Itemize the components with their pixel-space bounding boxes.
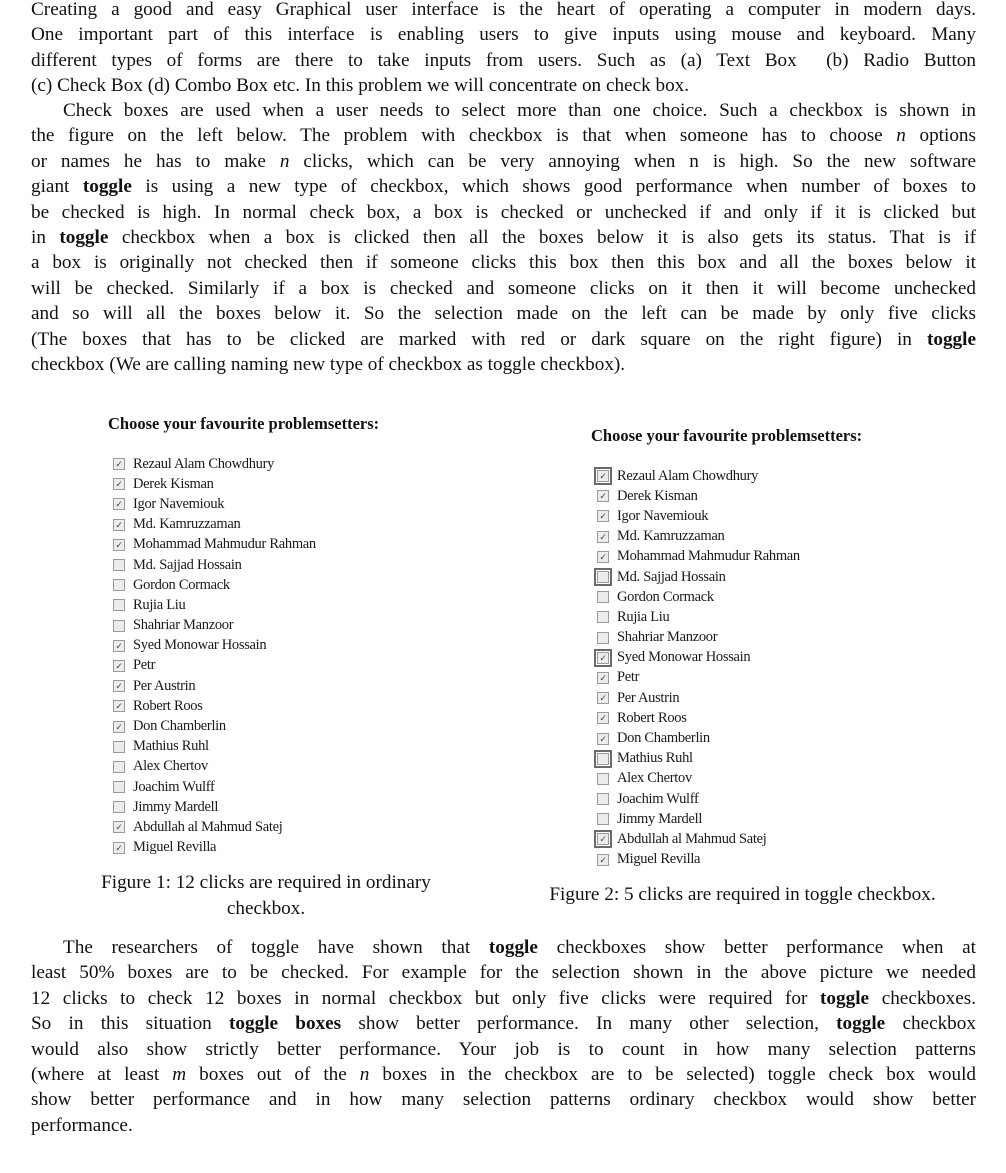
checked-checkbox-icon[interactable]: ✓ <box>113 680 125 692</box>
checked-checkbox-icon[interactable]: ✓ <box>597 712 609 724</box>
checkbox-label: Petr <box>617 669 640 686</box>
checkbox-label: Syed Monowar Hossain <box>133 637 267 654</box>
checkbox-label: Rezaul Alam Chowdhury <box>133 455 275 472</box>
checkbox-label: Per Austrin <box>133 677 196 694</box>
checkbox-label: Igor Navemiouk <box>133 495 225 512</box>
figure-1-checkbox-form <box>108 414 438 864</box>
checkbox-item[interactable] <box>597 648 921 668</box>
checkbox-item[interactable] <box>597 829 921 849</box>
checked-checkbox-icon[interactable]: ✓ <box>597 672 609 684</box>
checked-checkbox-icon[interactable]: ✓ <box>597 551 609 563</box>
checked-checkbox-icon[interactable]: ✓ <box>597 833 609 845</box>
text-line: in toggle checkbox when a box is clicked then all the boxes below it is also gets its status. That is if <box>31 227 976 249</box>
checkbox-item[interactable] <box>113 817 438 837</box>
checkbox-label: Md. Kamruzzaman <box>133 516 241 533</box>
text-line: checkbox (We are calling naming new type of checkbox as toggle checkbox). <box>31 354 626 376</box>
checkbox-label: Miguel Revilla <box>133 839 217 856</box>
checkbox-label: Abdullah al Mahmud Satej <box>133 818 283 835</box>
text-line: and so will all the boxes below it. So the selection made on the left can be made by only five clicks <box>31 303 976 325</box>
checked-checkbox-icon[interactable]: ✓ <box>597 733 609 745</box>
checkbox-item[interactable] <box>113 676 438 696</box>
text-line: Check boxes are used when a user needs to select more than one choice. Such a checkbox is shown in <box>63 100 976 121</box>
unchecked-checkbox-icon[interactable] <box>113 579 125 591</box>
checkbox-label: Mathius Ruhl <box>617 750 693 767</box>
checkbox-item[interactable] <box>113 616 438 636</box>
checkbox-label: Per Austrin <box>617 689 680 706</box>
checkbox-label: Rujia Liu <box>133 596 186 613</box>
checked-checkbox-icon[interactable]: ✓ <box>113 478 125 490</box>
checkbox-item[interactable] <box>597 466 921 486</box>
checkbox-label: Derek Kisman <box>617 487 698 504</box>
checkbox-label: Robert Roos <box>133 697 203 714</box>
checked-checkbox-icon[interactable]: ✓ <box>597 692 609 704</box>
figure-2-checkbox-form <box>591 426 921 871</box>
checkbox-item[interactable] <box>113 777 438 797</box>
checkbox-label: Md. Kamruzzaman <box>617 528 725 545</box>
checkbox-item[interactable] <box>113 636 438 656</box>
unchecked-checkbox-icon[interactable] <box>113 761 125 773</box>
checkbox-item[interactable] <box>113 535 438 555</box>
checked-checkbox-icon[interactable]: ✓ <box>113 721 125 733</box>
text-line: performance. <box>31 1114 133 1136</box>
text-line: or names he has to make n clicks, which can be very annoying when n is high. So the new software <box>31 150 976 172</box>
unchecked-checkbox-icon[interactable] <box>113 781 125 793</box>
checkbox-item[interactable] <box>113 575 438 595</box>
checkbox-item[interactable] <box>597 486 921 506</box>
checkbox-item[interactable] <box>597 607 921 627</box>
checkbox-item[interactable] <box>597 708 921 728</box>
checkbox-item[interactable] <box>113 555 438 575</box>
checkbox-label: Igor Navemiouk <box>617 507 709 524</box>
unchecked-checkbox-icon[interactable] <box>597 632 609 644</box>
checkbox-item[interactable] <box>597 506 921 526</box>
checkbox-label: Don Chamberlin <box>617 730 710 747</box>
checkbox-label: Joachim Wulff <box>133 778 215 795</box>
checkbox-item[interactable] <box>113 474 438 494</box>
checkbox-item[interactable] <box>597 628 921 648</box>
checkbox-item[interactable] <box>597 567 921 587</box>
text-line: a box is originally not checked then if someone clicks this box then this box and all the boxes below it <box>31 252 976 274</box>
checkbox-item[interactable] <box>113 716 438 736</box>
checkbox-label: Md. Sajjad Hossain <box>617 568 726 585</box>
checkbox-label: Syed Monowar Hossain <box>617 649 751 666</box>
figure-1-caption: Figure 1: 12 clicks are required in ordinary checkbox. <box>101 872 431 919</box>
checked-checkbox-icon[interactable]: ✓ <box>113 640 125 652</box>
checkbox-label: Robert Roos <box>617 709 687 726</box>
unchecked-checkbox-icon[interactable] <box>597 813 609 825</box>
checked-checkbox-icon[interactable]: ✓ <box>113 660 125 672</box>
checkbox-item[interactable] <box>113 595 438 615</box>
performance-paragraph <box>31 935 976 1138</box>
checkbox-label: Jimmy Mardell <box>133 798 219 815</box>
text-line: be checked is high. In normal check box, a box is checked or unchecked if and only if it is clicked but <box>31 201 976 223</box>
checked-checkbox-icon[interactable]: ✓ <box>113 519 125 531</box>
text-line: will be checked. Similarly if a box is checked and someone clicks on it then it will become unchecked <box>31 277 976 299</box>
checkbox-item[interactable] <box>597 809 921 829</box>
checkbox-list <box>108 454 438 858</box>
checked-checkbox-icon[interactable]: ✓ <box>597 652 609 664</box>
checkbox-label: Mohammad Mahmudur Rahman <box>133 536 316 553</box>
form-title: Choose your favourite problemsetters: <box>108 414 380 433</box>
text-line: 12 clicks to check 12 boxes in normal checkbox but only five clicks were required for toggle checkboxes. <box>31 987 976 1009</box>
checkbox-label: Mathius Ruhl <box>133 738 209 755</box>
checkbox-label: Alex Chertov <box>133 758 208 775</box>
checkbox-item[interactable] <box>113 656 438 676</box>
checkbox-label: Joachim Wulff <box>617 790 699 807</box>
text-line: One important part of this interface is enabling users to give inputs using mouse and keyboard. Many <box>31 24 976 46</box>
checked-checkbox-icon[interactable]: ✓ <box>113 539 125 551</box>
text-line: giant toggle is using a new type of checkbox, which shows good performance when number of boxes to <box>31 176 976 198</box>
text-line: So in this situation toggle boxes show better performance. In many other selection, toggle checkbox <box>31 1013 976 1035</box>
unchecked-checkbox-icon[interactable] <box>597 591 609 603</box>
checkbox-item[interactable] <box>597 688 921 708</box>
text-line: least 50% boxes are to be checked. For example for the selection shown in the above picture we needed <box>31 962 976 984</box>
checkbox-item[interactable] <box>113 454 438 474</box>
checkbox-item[interactable] <box>597 749 921 769</box>
checkbox-list <box>591 466 921 870</box>
checkbox-item[interactable] <box>597 547 921 567</box>
checkbox-label: Rujia Liu <box>617 608 670 625</box>
checkbox-label: Derek Kisman <box>133 475 214 492</box>
checkbox-label: Petr <box>133 657 156 674</box>
text-line: would also show strictly better performance. Your job is to count in how many selection patterns <box>31 1038 976 1060</box>
unchecked-checkbox-icon[interactable] <box>597 793 609 805</box>
checkbox-item[interactable] <box>597 527 921 547</box>
unchecked-checkbox-icon[interactable] <box>113 559 125 571</box>
checkbox-label: Abdullah al Mahmud Satej <box>617 830 767 847</box>
checkbox-label: Gordon Cormack <box>617 588 714 605</box>
toggle-description-paragraph <box>31 98 976 377</box>
checked-checkbox-icon[interactable]: ✓ <box>113 700 125 712</box>
checkbox-label: Shahriar Manzoor <box>133 617 234 634</box>
checkbox-item[interactable] <box>113 757 438 777</box>
checkbox-item[interactable] <box>597 850 921 870</box>
text-line: (c) Check Box (d) Combo Box etc. In this problem we will concentrate on check box. <box>31 75 690 97</box>
checked-checkbox-icon[interactable]: ✓ <box>113 842 125 854</box>
unchecked-checkbox-icon[interactable] <box>113 801 125 813</box>
text-line: (The boxes that has to be clicked are marked with red or dark square on the right figure) in toggle <box>31 328 976 350</box>
text-line: different types of forms are there to take inputs from users. Such as (a) Text Box (b) Radio Button <box>31 49 976 71</box>
text-line: show better performance and in how many selection patterns ordinary checkbox would show better <box>31 1089 976 1111</box>
unchecked-checkbox-icon[interactable] <box>597 753 609 765</box>
checkbox-label: Shahriar Manzoor <box>617 629 718 646</box>
checkbox-label: Md. Sajjad Hossain <box>133 556 242 573</box>
checked-checkbox-icon[interactable]: ✓ <box>113 458 125 470</box>
text-line: the figure on the left below. The problem with checkbox is that when someone has to choose n options <box>31 125 976 147</box>
text-line: Creating a good and easy Graphical user interface is the heart of operating a computer in modern days. <box>31 0 976 20</box>
checkbox-label: Rezaul Alam Chowdhury <box>617 467 759 484</box>
intro-paragraph <box>31 0 976 99</box>
checkbox-item[interactable] <box>113 838 438 858</box>
figure-2-caption: Figure 2: 5 clicks are required in toggle checkbox. <box>549 884 936 905</box>
checkbox-item[interactable] <box>597 789 921 809</box>
checked-checkbox-icon[interactable]: ✓ <box>597 510 609 522</box>
checked-checkbox-icon[interactable]: ✓ <box>113 498 125 510</box>
checkbox-item[interactable] <box>113 797 438 817</box>
checkbox-item[interactable] <box>113 515 438 535</box>
checked-checkbox-icon[interactable]: ✓ <box>597 470 609 482</box>
unchecked-checkbox-icon[interactable] <box>597 571 609 583</box>
unchecked-checkbox-icon[interactable] <box>113 599 125 611</box>
checkbox-label: Alex Chertov <box>617 770 692 787</box>
checkbox-item[interactable] <box>597 668 921 688</box>
unchecked-checkbox-icon[interactable] <box>113 741 125 753</box>
checkbox-item[interactable] <box>113 494 438 514</box>
checkbox-item[interactable] <box>597 769 921 789</box>
unchecked-checkbox-icon[interactable] <box>597 773 609 785</box>
unchecked-checkbox-icon[interactable] <box>113 620 125 632</box>
checkbox-label: Jimmy Mardell <box>617 810 703 827</box>
checked-checkbox-icon[interactable]: ✓ <box>597 854 609 866</box>
text-line: The researchers of toggle have shown that toggle checkboxes show better performance when at <box>63 937 976 958</box>
checked-checkbox-icon[interactable]: ✓ <box>597 531 609 543</box>
checkbox-label: Miguel Revilla <box>617 851 701 868</box>
checkbox-label: Don Chamberlin <box>133 718 226 735</box>
unchecked-checkbox-icon[interactable] <box>597 611 609 623</box>
checkbox-label: Mohammad Mahmudur Rahman <box>617 548 800 565</box>
form-title: Choose your favourite problemsetters: <box>591 426 863 445</box>
checked-checkbox-icon[interactable]: ✓ <box>597 490 609 502</box>
checkbox-item[interactable] <box>597 587 921 607</box>
checkbox-item[interactable] <box>113 696 438 716</box>
checked-checkbox-icon[interactable]: ✓ <box>113 821 125 833</box>
checkbox-label: Gordon Cormack <box>133 576 230 593</box>
checkbox-item[interactable] <box>113 737 438 757</box>
text-line: (where at least m boxes out of the n boxes in the checkbox are to be selected) toggle check box would <box>31 1064 976 1086</box>
checkbox-item[interactable] <box>597 728 921 748</box>
